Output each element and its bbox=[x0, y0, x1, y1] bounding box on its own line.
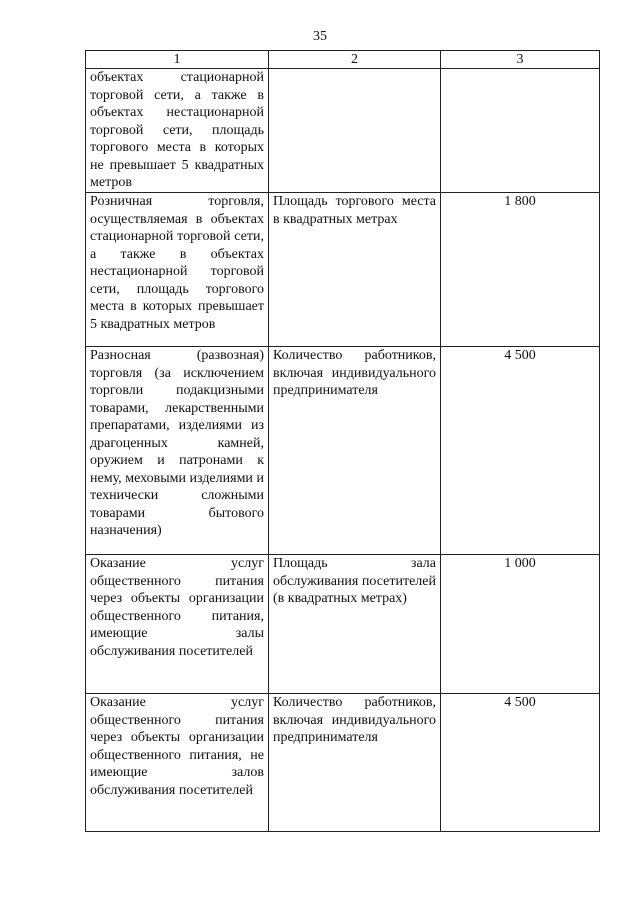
table-row bbox=[86, 555, 600, 694]
indicator-cell: Количество работников, включая индивидуального предпринимателя bbox=[269, 694, 441, 832]
indicator-cell bbox=[269, 69, 441, 193]
column-header-1: 1 bbox=[86, 51, 269, 69]
tax-rate-table bbox=[85, 50, 600, 832]
activity-cell: Розничная торговля, осуществляемая в объектах стационарной торговой сети, а также в объектах нестационарной торговой сети, площадь торгового места в которых превышает 5 квадратных метров bbox=[86, 193, 269, 347]
value-cell bbox=[441, 69, 600, 193]
activity-cell: Оказание услуг общественного питания через объекты организации общественного питания, не имеющие залов обслуживания посетителей bbox=[86, 694, 269, 832]
table-row bbox=[86, 69, 600, 193]
table-row bbox=[86, 694, 600, 832]
table-row bbox=[86, 193, 600, 347]
table-row bbox=[86, 347, 600, 555]
value-cell: 1 800 bbox=[441, 193, 600, 347]
page-number: 35 bbox=[313, 29, 327, 44]
column-header-3: 3 bbox=[441, 51, 600, 69]
value-cell: 4 500 bbox=[441, 347, 600, 555]
column-header-2: 2 bbox=[269, 51, 441, 69]
activity-cell: Оказание услуг общественного питания через объекты организации общественного питания, имеющие залы обслуживания посетителей bbox=[86, 555, 269, 694]
activity-cell: Разносная (развозная) торговля (за исключением торговли подакцизными товарами, лекарственными препаратами, изделиями из драгоценных камней, оружием и патронами к нему, меховыми изделиями и технически сложными товарами бытового назначения) bbox=[86, 347, 269, 555]
value-cell: 4 500 bbox=[441, 694, 600, 832]
indicator-cell: Количество работников, включая индивидуального предпринимателя bbox=[269, 347, 441, 555]
activity-cell: объектах стационарной торговой сети, а также в объектах нестационарной торговой сети, площадь торгового места в которых не превышает 5 квадратных метров bbox=[86, 69, 269, 193]
value-cell: 1 000 bbox=[441, 555, 600, 694]
indicator-cell: Площадь зала обслуживания посетителей (в квадратных метрах) bbox=[269, 555, 441, 694]
indicator-cell: Площадь торгового места в квадратных метрах bbox=[269, 193, 441, 347]
table-header-row bbox=[86, 51, 600, 69]
